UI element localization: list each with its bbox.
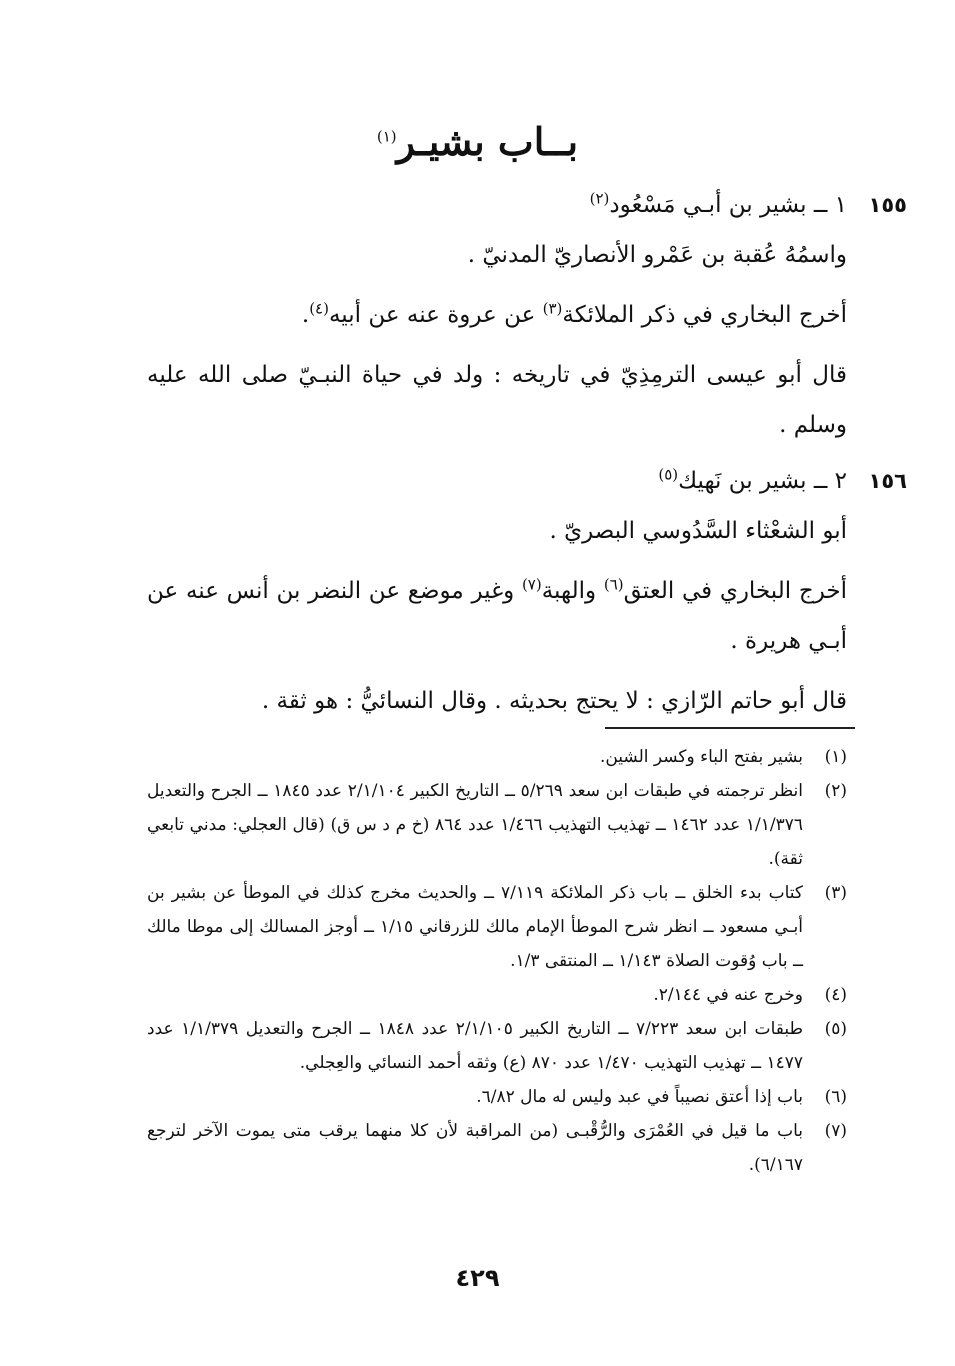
footnote-text: طبقات ابن سعد ٧/٢٢٣ ــ التاريخ الكبير ٢/١/١٠٥ عدد ١٨٤٨ ــ الجرح والتعديل ١/١/٣٧٩ عدد ١٤٧٧ ــ تهذيب التهذيب ١/٤٧٠ عدد ٨٧٠ (ع) وثقه أحمد النسائي والعِجلي. (147, 1019, 804, 1073)
paragraph-text: عن عروة عنه عن أبيه (328, 302, 543, 328)
chapter-title: بــاب بشيـر (396, 119, 579, 164)
footnote (147, 774, 847, 876)
entry-paragraph: قال أبو حاتم الرّازي : لا يحتج بحديثه . وقال النسائيُّ : هو ثقة . (261, 688, 847, 714)
paragraph-text: أخرج البخاري في العتق (623, 578, 847, 604)
footnote-text: باب ما قيل في العُمْرَى والرُّقْبـى (من المراقبة لأن كلا منهما يرقب متى يموت الآخر لترجع ٦/١٦٧). (147, 1121, 803, 1175)
footnote-text: بشير بفتح الباء وكسر الشين. (599, 747, 803, 767)
footnote-number: (٥) (824, 1019, 847, 1039)
paragraph-text: وغير موضع عن النضر بن أنس عنه عن أبـي هريرة . (147, 578, 847, 654)
entry-paragraph (147, 566, 847, 666)
footnote-ref: (٦) (603, 575, 624, 594)
footnote-ref: (٧) (521, 575, 542, 594)
footnote-number: (٦) (824, 1087, 847, 1107)
main-text (147, 180, 907, 726)
footnote-text: كتاب بدء الخلق ــ باب ذكر الملائكة ٧/١١٩ ــ والحديث مخرج كذلك في الموطأ عن بشير بن أبـي مسعود ــ انظر شرح الموطأ الإمام مالك للزرقاني ١/١٥ ــ أوجز المسالك إلى موطا مالك ــ باب وُقوت الصلاة ١/١٤٣ ــ المنتقى ١/٣. (147, 883, 803, 971)
footnote-text: انظر ترجمته في طبقات ابن سعد ٥/٢٦٩ ــ التاريخ الكبير ٢/١/١٠٤ عدد ١٨٤٥ ــ الجرح والتعديل ١/١/٣٧٦ عدد ١٤٦٢ ــ تهذيب التهذيب ١/٤٦٦ عدد ٨٦٤ (خ م د س ق) (قال العجلي: مدني تابعي ثقة). (147, 781, 803, 869)
footnote (147, 876, 847, 978)
entry-name: ٢ ــ بشير بن نَهيك (678, 468, 847, 494)
chapter-note-ref: (١) (376, 127, 397, 146)
paragraph-text: أخرج البخاري في ذكر الملائكة (562, 302, 847, 328)
chapter-heading (0, 112, 955, 172)
footnote-number: (٢) (824, 781, 847, 801)
page-number: ٤٢٩ (455, 1264, 500, 1292)
paragraph-text: والهبة (541, 578, 604, 604)
entry-paragraph (147, 290, 847, 340)
entry-name: ١ ــ بشير بن أبـي مَسْعُود (609, 192, 847, 218)
footnote-number: (١) (824, 747, 847, 767)
footnote (147, 1012, 847, 1080)
entry-number: ١٥٥ (868, 193, 907, 217)
footnote (147, 978, 847, 1012)
footnote (147, 740, 847, 774)
entry-number: ١٥٦ (868, 469, 907, 493)
footnote-text: باب إذا أعتق نصيباً في عبد وليس له مال ٦/٨٢. (476, 1087, 803, 1107)
entry-alias: واسمُهُ عُقبة بن عَمْرو الأنصاريّ المدنيّ . (467, 242, 847, 268)
entry-title (147, 456, 907, 506)
footnote-divider (605, 727, 855, 729)
footnote-text: وخرج عنه في ٢/١٤٤. (653, 985, 803, 1005)
footnote-number: (٧) (824, 1121, 847, 1141)
paragraph-text: . (301, 302, 310, 328)
footnote-ref: (٣) (542, 299, 563, 318)
entry-title (147, 180, 907, 230)
footnote (147, 1114, 847, 1182)
footnote-number: (٣) (824, 883, 847, 903)
entry-alias: أبو الشعْثاء السَّدُوسي البصريّ . (549, 518, 847, 544)
entry-paragraph: قال أبو عيسى الترمِذِيّ في تاريخه : ولد في حياة النبـيّ صلى الله عليه وسلم . (147, 362, 847, 438)
footnotes (147, 740, 847, 1182)
footnote-ref: (٢) (589, 189, 610, 208)
footnote (147, 1080, 847, 1114)
footnote-ref: (٤) (309, 299, 329, 318)
footnote-number: (٤) (824, 985, 847, 1005)
footnote-ref: (٥) (658, 465, 679, 484)
